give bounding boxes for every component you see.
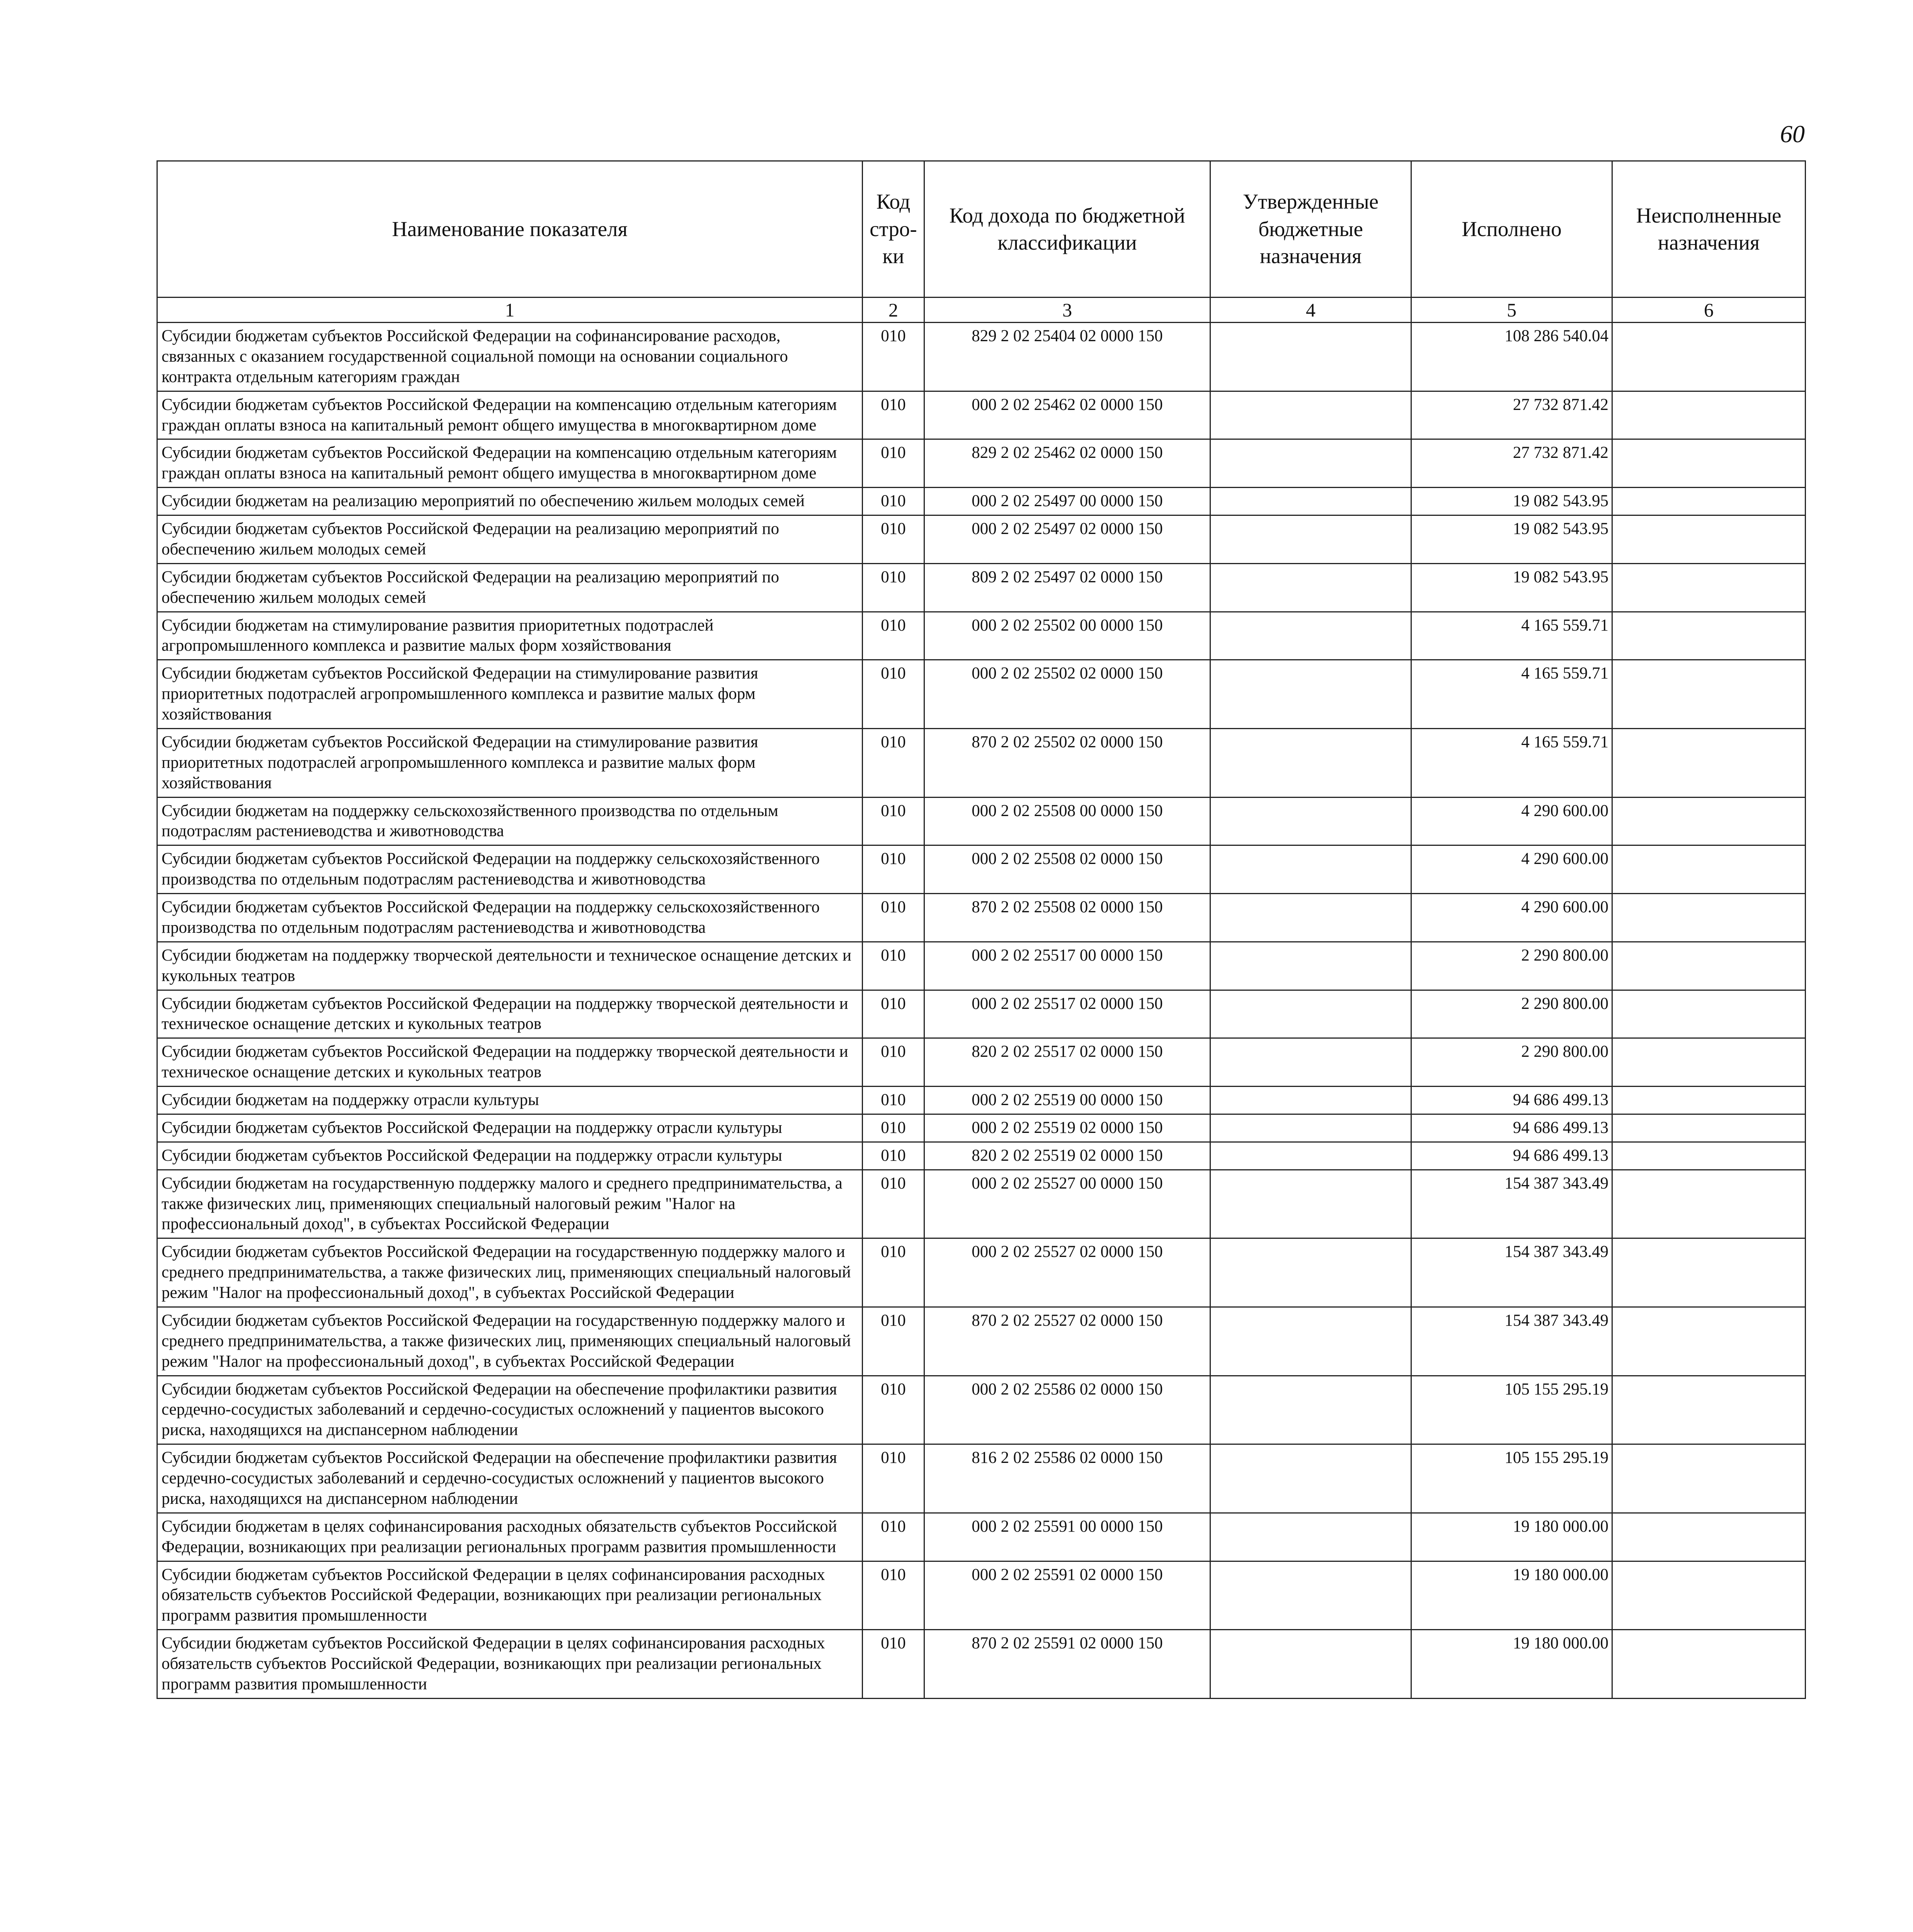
line-code-cell: 010: [863, 1087, 924, 1114]
table-row: [157, 439, 1806, 488]
table-row: [157, 323, 1806, 391]
line-code-cell: 010: [863, 797, 924, 845]
income-code-cell: 000 2 02 25586 02 0000 150: [924, 1376, 1210, 1444]
approved-cell: [1210, 660, 1411, 729]
line-code-cell: 010: [863, 515, 924, 564]
indicator-name-cell: Субсидии бюджетам субъектов Российской Федерации на поддержку творческой деятельности и техническое оснащение детских и кукольных театров: [157, 990, 863, 1038]
executed-cell: 4 165 559.71: [1411, 660, 1612, 729]
approved-cell: [1210, 488, 1411, 515]
approved-cell: [1210, 728, 1411, 797]
table-row: [157, 728, 1806, 797]
unexecuted-cell: [1612, 515, 1806, 564]
table-row: [157, 515, 1806, 564]
line-code-cell: 010: [863, 563, 924, 612]
line-code-cell: 010: [863, 1170, 924, 1238]
unexecuted-cell: [1612, 1444, 1806, 1513]
unexecuted-cell: [1612, 660, 1806, 729]
indicator-name-cell: Субсидии бюджетам субъектов Российской Федерации на компенсацию отдельным категориям граждан оплаты взноса на капитальный ремонт общего имущества в многоквартирном доме: [157, 439, 863, 488]
indicator-name-cell: Субсидии бюджетам на стимулирование развития приоритетных подотраслей агропромышленного комплекса и развитие малых форм хозяйствования: [157, 612, 863, 660]
header-unexecuted: Неисполненные назначения: [1612, 161, 1806, 298]
executed-cell: 154 387 343.49: [1411, 1170, 1612, 1238]
indicator-name-cell: Субсидии бюджетам на поддержку сельскохозяйственного производства по отдельным подотраслям растениеводства и животноводства: [157, 797, 863, 845]
income-code-cell: 000 2 02 25508 00 0000 150: [924, 797, 1210, 845]
executed-cell: 19 180 000.00: [1411, 1561, 1612, 1630]
income-code-cell: 000 2 02 25591 00 0000 150: [924, 1513, 1210, 1561]
income-code-cell: 000 2 02 25519 00 0000 150: [924, 1087, 1210, 1114]
indicator-name-cell: Субсидии бюджетам субъектов Российской Федерации на государственную поддержку малого и среднего предпринимательства, а также физических лиц, применяющих специальный налоговый режим "Налог на профессиональный доход", в субъектах Российской Федерации: [157, 1307, 863, 1376]
income-code-cell: 870 2 02 25591 02 0000 150: [924, 1630, 1210, 1699]
column-number: 6: [1612, 298, 1806, 323]
unexecuted-cell: [1612, 488, 1806, 515]
approved-cell: [1210, 1561, 1411, 1630]
approved-cell: [1210, 1170, 1411, 1238]
approved-cell: [1210, 1238, 1411, 1307]
line-code-cell: 010: [863, 660, 924, 729]
unexecuted-cell: [1612, 1630, 1806, 1699]
approved-cell: [1210, 1087, 1411, 1114]
unexecuted-cell: [1612, 942, 1806, 990]
line-code-cell: 010: [863, 1630, 924, 1699]
executed-cell: 19 082 543.95: [1411, 488, 1612, 515]
approved-cell: [1210, 894, 1411, 942]
header-indicator-name: Наименование показателя: [157, 161, 863, 298]
executed-cell: 2 290 800.00: [1411, 942, 1612, 990]
table-row: [157, 1114, 1806, 1142]
unexecuted-cell: [1612, 612, 1806, 660]
table-row: [157, 1142, 1806, 1170]
budget-report-table: [157, 160, 1806, 1699]
header-executed: Исполнено: [1411, 161, 1612, 298]
approved-cell: [1210, 391, 1411, 439]
unexecuted-cell: [1612, 1513, 1806, 1561]
unexecuted-cell: [1612, 728, 1806, 797]
unexecuted-cell: [1612, 1561, 1806, 1630]
table-row: [157, 1170, 1806, 1238]
approved-cell: [1210, 1630, 1411, 1699]
table-body: [157, 323, 1806, 1699]
indicator-name-cell: Субсидии бюджетам субъектов Российской Федерации на поддержку сельскохозяйственного производства по отдельным подотраслям растениеводства и животноводства: [157, 894, 863, 942]
income-code-cell: 829 2 02 25462 02 0000 150: [924, 439, 1210, 488]
unexecuted-cell: [1612, 1142, 1806, 1170]
unexecuted-cell: [1612, 1038, 1806, 1087]
executed-cell: 19 082 543.95: [1411, 515, 1612, 564]
approved-cell: [1210, 845, 1411, 894]
column-number-row: [157, 298, 1806, 323]
table-row: [157, 612, 1806, 660]
income-code-cell: 870 2 02 25527 02 0000 150: [924, 1307, 1210, 1376]
table-row: [157, 1087, 1806, 1114]
table-row: [157, 1376, 1806, 1444]
executed-cell: 4 290 600.00: [1411, 894, 1612, 942]
approved-cell: [1210, 1142, 1411, 1170]
income-code-cell: 000 2 02 25517 02 0000 150: [924, 990, 1210, 1038]
approved-cell: [1210, 439, 1411, 488]
indicator-name-cell: Субсидии бюджетам в целях софинансирования расходных обязательств субъектов Российской Федерации, возникающих при реализации региональных программ развития промышленности: [157, 1513, 863, 1561]
indicator-name-cell: Субсидии бюджетам на реализацию мероприятий по обеспечению жильем молодых семей: [157, 488, 863, 515]
executed-cell: 4 290 600.00: [1411, 797, 1612, 845]
table-row: [157, 990, 1806, 1038]
approved-cell: [1210, 1376, 1411, 1444]
indicator-name-cell: Субсидии бюджетам субъектов Российской Федерации на государственную поддержку малого и среднего предпринимательства, а также физических лиц, применяющих специальный налоговый режим "Налог на профессиональный доход", в субъектах Российской Федерации: [157, 1238, 863, 1307]
indicator-name-cell: Субсидии бюджетам субъектов Российской Федерации на обеспечение профилактики развития сердечно-сосудистых заболеваний и сердечно-сосудистых осложнений у пациентов высокого риска, находящихся на диспансерном наблюдении: [157, 1376, 863, 1444]
line-code-cell: 010: [863, 1561, 924, 1630]
table-row: [157, 1307, 1806, 1376]
unexecuted-cell: [1612, 391, 1806, 439]
line-code-cell: 010: [863, 1142, 924, 1170]
unexecuted-cell: [1612, 439, 1806, 488]
executed-cell: 94 686 499.13: [1411, 1114, 1612, 1142]
line-code-cell: 010: [863, 845, 924, 894]
income-code-cell: 000 2 02 25517 00 0000 150: [924, 942, 1210, 990]
income-code-cell: 000 2 02 25502 00 0000 150: [924, 612, 1210, 660]
approved-cell: [1210, 797, 1411, 845]
executed-cell: 2 290 800.00: [1411, 1038, 1612, 1087]
table-row: [157, 1238, 1806, 1307]
header-row: [157, 161, 1806, 298]
column-number: 5: [1411, 298, 1612, 323]
unexecuted-cell: [1612, 1170, 1806, 1238]
income-code-cell: 000 2 02 25497 02 0000 150: [924, 515, 1210, 564]
approved-cell: [1210, 1114, 1411, 1142]
line-code-cell: 010: [863, 1444, 924, 1513]
income-code-cell: 820 2 02 25517 02 0000 150: [924, 1038, 1210, 1087]
executed-cell: 154 387 343.49: [1411, 1238, 1612, 1307]
income-code-cell: 000 2 02 25591 02 0000 150: [924, 1561, 1210, 1630]
line-code-cell: 010: [863, 1114, 924, 1142]
indicator-name-cell: Субсидии бюджетам субъектов Российской Федерации на стимулирование развития приоритетных подотраслей агропромышленного комплекса и развитие малых форм хозяйствования: [157, 660, 863, 729]
unexecuted-cell: [1612, 894, 1806, 942]
income-code-cell: 820 2 02 25519 02 0000 150: [924, 1142, 1210, 1170]
unexecuted-cell: [1612, 1114, 1806, 1142]
line-code-cell: 010: [863, 323, 924, 391]
indicator-name-cell: Субсидии бюджетам на поддержку отрасли культуры: [157, 1087, 863, 1114]
table-row: [157, 1561, 1806, 1630]
column-number: 4: [1210, 298, 1411, 323]
executed-cell: 19 180 000.00: [1411, 1513, 1612, 1561]
executed-cell: 94 686 499.13: [1411, 1142, 1612, 1170]
income-code-cell: 829 2 02 25404 02 0000 150: [924, 323, 1210, 391]
income-code-cell: 870 2 02 25508 02 0000 150: [924, 894, 1210, 942]
unexecuted-cell: [1612, 563, 1806, 612]
approved-cell: [1210, 612, 1411, 660]
header-line-code: Код стро-ки: [863, 161, 924, 298]
unexecuted-cell: [1612, 1087, 1806, 1114]
line-code-cell: 010: [863, 488, 924, 515]
executed-cell: 4 290 600.00: [1411, 845, 1612, 894]
approved-cell: [1210, 1513, 1411, 1561]
income-code-cell: 000 2 02 25462 02 0000 150: [924, 391, 1210, 439]
indicator-name-cell: Субсидии бюджетам субъектов Российской Федерации на компенсацию отдельным категориям граждан оплаты взноса на капитальный ремонт общего имущества в многоквартирном доме: [157, 391, 863, 439]
table-row: [157, 660, 1806, 729]
indicator-name-cell: Субсидии бюджетам субъектов Российской Федерации на обеспечение профилактики развития сердечно-сосудистых заболеваний и сердечно-сосудистых осложнений у пациентов высокого риска, находящихся на диспансерном наблюдении: [157, 1444, 863, 1513]
executed-cell: 4 165 559.71: [1411, 728, 1612, 797]
header-income-code: Код дохода по бюджетной классификации: [924, 161, 1210, 298]
approved-cell: [1210, 990, 1411, 1038]
indicator-name-cell: Субсидии бюджетам субъектов Российской Федерации на поддержку сельскохозяйственного производства по отдельным подотраслям растениеводства и животноводства: [157, 845, 863, 894]
executed-cell: 27 732 871.42: [1411, 439, 1612, 488]
indicator-name-cell: Субсидии бюджетам на государственную поддержку малого и среднего предпринимательства, а также физических лиц, применяющих специальный налоговый режим "Налог на профессиональный доход", в субъектах Российской Федерации: [157, 1170, 863, 1238]
income-code-cell: 000 2 02 25502 02 0000 150: [924, 660, 1210, 729]
table-row: [157, 1444, 1806, 1513]
table-row: [157, 845, 1806, 894]
line-code-cell: 010: [863, 1038, 924, 1087]
unexecuted-cell: [1612, 323, 1806, 391]
executed-cell: 105 155 295.19: [1411, 1444, 1612, 1513]
income-code-cell: 000 2 02 25519 02 0000 150: [924, 1114, 1210, 1142]
line-code-cell: 010: [863, 439, 924, 488]
approved-cell: [1210, 1038, 1411, 1087]
income-code-cell: 000 2 02 25497 00 0000 150: [924, 488, 1210, 515]
income-code-cell: 000 2 02 25527 02 0000 150: [924, 1238, 1210, 1307]
executed-cell: 105 155 295.19: [1411, 1376, 1612, 1444]
executed-cell: 27 732 871.42: [1411, 391, 1612, 439]
table-row: [157, 797, 1806, 845]
line-code-cell: 010: [863, 990, 924, 1038]
indicator-name-cell: Субсидии бюджетам субъектов Российской Федерации на стимулирование развития приоритетных подотраслей агропромышленного комплекса и развитие малых форм хозяйствования: [157, 728, 863, 797]
table-row: [157, 894, 1806, 942]
line-code-cell: 010: [863, 612, 924, 660]
table-row: [157, 1630, 1806, 1699]
table-row: [157, 1038, 1806, 1087]
executed-cell: 4 165 559.71: [1411, 612, 1612, 660]
column-number: 1: [157, 298, 863, 323]
income-code-cell: 870 2 02 25502 02 0000 150: [924, 728, 1210, 797]
approved-cell: [1210, 1307, 1411, 1376]
approved-cell: [1210, 942, 1411, 990]
income-code-cell: 000 2 02 25527 00 0000 150: [924, 1170, 1210, 1238]
indicator-name-cell: Субсидии бюджетам субъектов Российской Федерации в целях софинансирования расходных обязательств субъектов Российской Федерации, возникающих при реализации региональных программ развития промышленности: [157, 1561, 863, 1630]
executed-cell: 19 082 543.95: [1411, 563, 1612, 612]
line-code-cell: 010: [863, 1307, 924, 1376]
income-code-cell: 000 2 02 25508 02 0000 150: [924, 845, 1210, 894]
executed-cell: 2 290 800.00: [1411, 990, 1612, 1038]
line-code-cell: 010: [863, 391, 924, 439]
line-code-cell: 010: [863, 1513, 924, 1561]
executed-cell: 94 686 499.13: [1411, 1087, 1612, 1114]
executed-cell: 108 286 540.04: [1411, 323, 1612, 391]
indicator-name-cell: Субсидии бюджетам субъектов Российской Федерации на софинансирование расходов, связанных с оказанием государственной социальной помощи на основании социального контракта отдельным категориям граждан: [157, 323, 863, 391]
unexecuted-cell: [1612, 1307, 1806, 1376]
unexecuted-cell: [1612, 990, 1806, 1038]
table-row: [157, 942, 1806, 990]
line-code-cell: 010: [863, 728, 924, 797]
income-code-cell: 809 2 02 25497 02 0000 150: [924, 563, 1210, 612]
indicator-name-cell: Субсидии бюджетам субъектов Российской Федерации на реализацию мероприятий по обеспечению жильем молодых семей: [157, 515, 863, 564]
indicator-name-cell: Субсидии бюджетам субъектов Российской Федерации на поддержку отрасли культуры: [157, 1142, 863, 1170]
unexecuted-cell: [1612, 845, 1806, 894]
indicator-name-cell: Субсидии бюджетам на поддержку творческой деятельности и техническое оснащение детских и кукольных театров: [157, 942, 863, 990]
unexecuted-cell: [1612, 797, 1806, 845]
table-row: [157, 563, 1806, 612]
indicator-name-cell: Субсидии бюджетам субъектов Российской Федерации на поддержку отрасли культуры: [157, 1114, 863, 1142]
approved-cell: [1210, 515, 1411, 564]
table-row: [157, 1513, 1806, 1561]
indicator-name-cell: Субсидии бюджетам субъектов Российской Федерации в целях софинансирования расходных обязательств субъектов Российской Федерации, возникающих при реализации региональных программ развития промышленности: [157, 1630, 863, 1699]
header-approved: Утвержденные бюджетные назначения: [1210, 161, 1411, 298]
approved-cell: [1210, 563, 1411, 612]
line-code-cell: 010: [863, 942, 924, 990]
executed-cell: 19 180 000.00: [1411, 1630, 1612, 1699]
approved-cell: [1210, 323, 1411, 391]
executed-cell: 154 387 343.49: [1411, 1307, 1612, 1376]
table-row: [157, 488, 1806, 515]
line-code-cell: 010: [863, 1376, 924, 1444]
unexecuted-cell: [1612, 1376, 1806, 1444]
indicator-name-cell: Субсидии бюджетам субъектов Российской Федерации на поддержку творческой деятельности и техническое оснащение детских и кукольных театров: [157, 1038, 863, 1087]
approved-cell: [1210, 1444, 1411, 1513]
table-row: [157, 391, 1806, 439]
line-code-cell: 010: [863, 894, 924, 942]
unexecuted-cell: [1612, 1238, 1806, 1307]
column-number: 2: [863, 298, 924, 323]
page-number: 60: [1780, 120, 1805, 148]
column-number: 3: [924, 298, 1210, 323]
indicator-name-cell: Субсидии бюджетам субъектов Российской Федерации на реализацию мероприятий по обеспечению жильем молодых семей: [157, 563, 863, 612]
income-code-cell: 816 2 02 25586 02 0000 150: [924, 1444, 1210, 1513]
line-code-cell: 010: [863, 1238, 924, 1307]
